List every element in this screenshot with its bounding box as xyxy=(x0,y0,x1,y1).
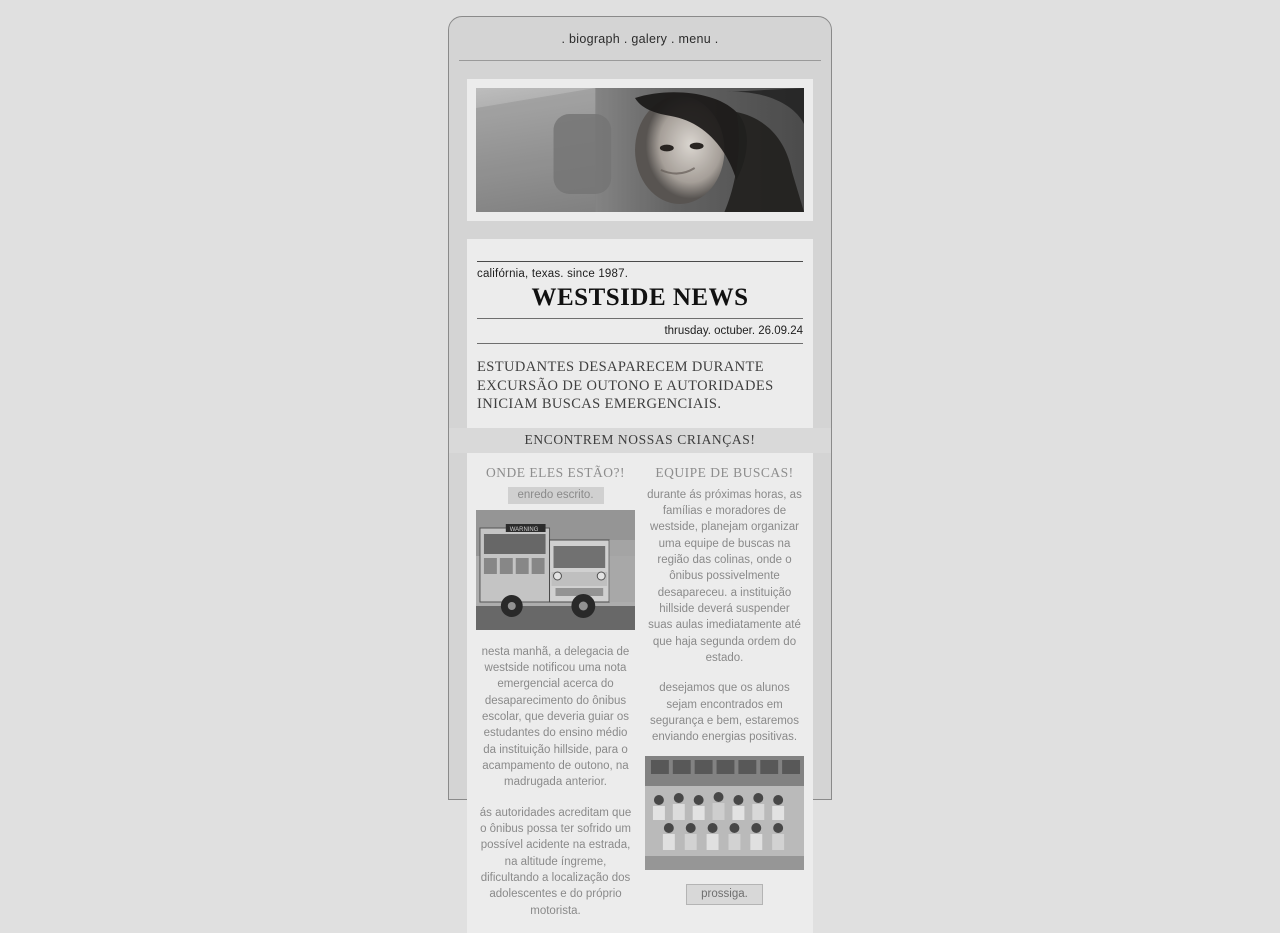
hero-image xyxy=(476,88,804,212)
school-bus-photo xyxy=(476,510,635,630)
article-columns xyxy=(467,453,813,933)
left-column xyxy=(476,463,635,919)
woman-in-car-photo xyxy=(476,88,804,212)
masthead-date: thrusday. octuber. 26.09.24 xyxy=(664,325,803,337)
bus-image xyxy=(476,510,635,630)
svg-text:WARNING: WARNING xyxy=(509,526,539,533)
right-paragraph-1: durante ás próximas horas, as famílias e moradores de westside, planejam organizar uma equipe de buscas na região das colinas, onde o ônibus possivelmente desapareceu. a instituição hillside deverá suspender suas aulas imediatamente até que haja segunda ordem do estado. xyxy=(647,488,802,664)
prossiga-button[interactable]: prossiga. xyxy=(686,884,763,905)
class-group-photo xyxy=(645,756,804,870)
page-title: WESTSIDE NEWS xyxy=(531,284,749,311)
headline: ESTUDANTES DESAPARECEM DURANTE EXCURSÃO DE OUTONO E AUTORIDADES INICIAM BUSCAS EMERGENCIAIS. xyxy=(477,359,774,413)
enredo-chip[interactable]: enredo escrito. xyxy=(508,487,604,504)
group-image xyxy=(645,756,804,870)
hero-panel xyxy=(467,79,813,221)
masthead-panel xyxy=(467,239,813,428)
left-paragraph-2: ás autoridades acreditam que o ônibus possa ter sofrido um possível acidente na estrada, na altitude íngreme, dificultando a localização dos adolescentes e do próprio motorista. xyxy=(479,806,632,917)
nav-links[interactable]: . biograph . galery . menu . xyxy=(561,31,719,46)
top-navigation[interactable] xyxy=(459,17,821,61)
right-column-title: EQUIPE DE BUSCAS! xyxy=(655,464,794,480)
right-paragraph-2: desejamos que os alunos sejam encontrados em segurança e bem, estaremos enviando energias positivas. xyxy=(650,682,799,744)
left-column-title: ONDE ELES ESTÃO?! xyxy=(486,464,625,480)
masthead-rule-top xyxy=(477,261,803,262)
left-paragraph-1: nesta manhã, a delegacia de westside notificou uma nota emergencial acerca do desaparecimento do ônibus escolar, que deveria guiar os estudantes do ensino médio da instituição hillside, para o acampamento de outono, na madrugada anterior. xyxy=(481,645,630,789)
masthead-place: califórnia, texas. since 1987. xyxy=(477,268,629,280)
masthead-rule-bottom xyxy=(477,343,803,344)
masthead-rule-mid xyxy=(477,318,803,319)
device-frame xyxy=(448,16,832,917)
prossiga-wrap xyxy=(645,884,804,905)
banner-strip: ENCONTREM NOSSAS CRIANÇAS! xyxy=(449,428,831,453)
right-column xyxy=(645,463,804,919)
